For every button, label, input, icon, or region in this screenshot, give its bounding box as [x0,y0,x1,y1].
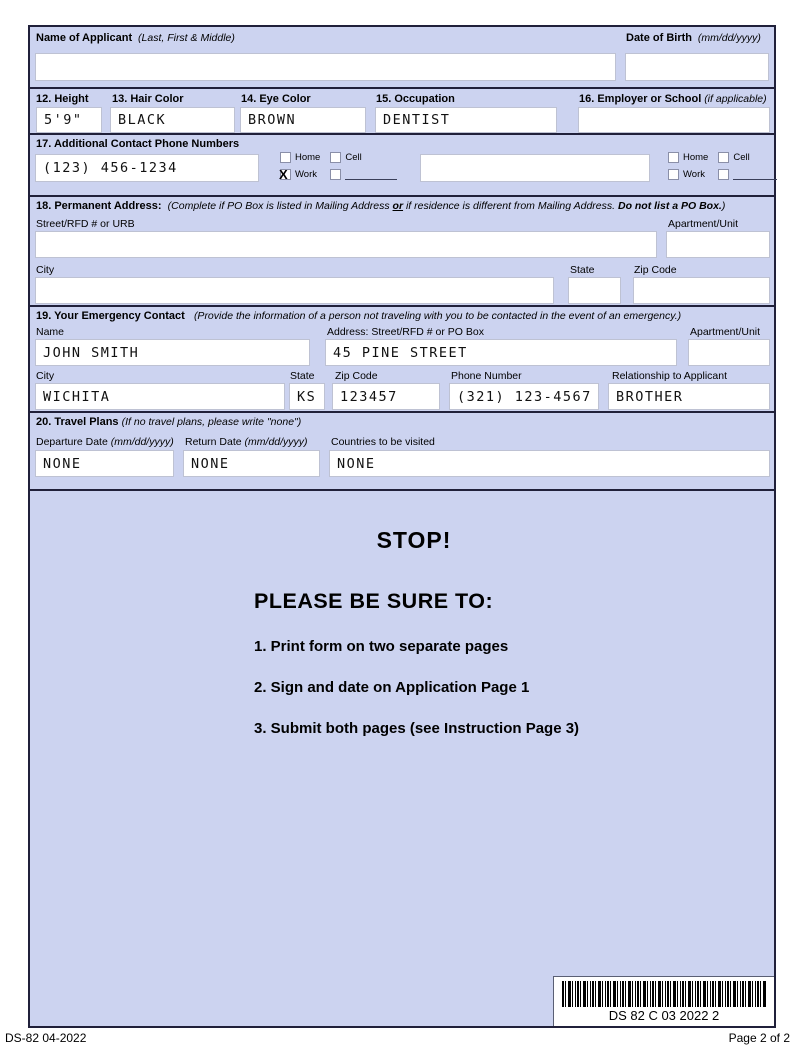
departure-date-input[interactable]: NONE [35,450,174,477]
perm-state-label: State [570,264,595,276]
perm-zip-input[interactable] [633,277,770,304]
ec-state-input[interactable]: KS [289,383,325,410]
perm-city-label: City [36,264,55,276]
page-number-footer: Page 2 of 2 [728,1031,790,1045]
perm-city-input[interactable] [35,277,554,304]
occupation-label: 15. Occupation [376,93,455,105]
height-input[interactable]: 5'9" [36,107,102,133]
return-date-input[interactable]: NONE [183,450,320,477]
form-number-footer: DS-82 04-2022 [5,1031,87,1045]
ec-name-input[interactable]: JOHN SMITH [35,339,310,366]
section-stop-notice [30,491,774,1026]
departure-date-label: Departure Date (mm/dd/yyyy) [36,436,174,448]
phone1-input[interactable]: (123) 456-1234 [35,154,259,182]
phone1-work-checkbox[interactable] [280,169,291,180]
phone2-other-write-in[interactable] [733,170,777,180]
phone1-other-write-in[interactable] [345,170,397,180]
section-physical-description [30,89,774,135]
phone2-work-checkbox[interactable] [668,169,679,180]
ec-zip-input[interactable]: 123457 [332,383,440,410]
ec-city-input[interactable]: WICHITA [35,383,285,410]
stop-item-1: 1. Print form on two separate pages [254,638,509,655]
stop-heading: PLEASE BE SURE TO: [254,589,494,613]
stop-title: STOP! [376,527,452,553]
perm-zip-label: Zip Code [634,264,677,276]
date-of-birth-label: Date of Birth (mm/dd/yyyy) [626,32,761,44]
section-20-travel-plans [30,413,774,491]
perm-apt-label: Apartment/Unit [668,218,739,230]
eye-color-input[interactable]: BROWN [240,107,366,133]
stop-item-3: 3. Submit both pages (see Instruction Page 3) [254,720,580,737]
stop-block [254,527,580,737]
ec-name-label: Name [36,326,65,338]
ec-relationship-input[interactable]: BROTHER [608,383,770,410]
hair-color-label: 13. Hair Color [112,93,184,105]
name-of-applicant-label: Name of Applicant (Last, First & Middle) [36,32,235,44]
barcode-image [562,981,767,1007]
ec-apt-input[interactable] [688,339,770,366]
ec-city-label: City [36,370,55,382]
section-17-title: 17. Additional Contact Phone Numbers [36,138,240,150]
phone1-work-label: Work [295,169,317,180]
perm-street-label: Street/RFD # or URB [36,218,135,230]
section-name-of-applicant [30,27,774,89]
phone1-cell-label: Cell [345,152,362,163]
occupation-input[interactable]: DENTIST [375,107,557,133]
date-of-birth-input[interactable] [625,53,769,81]
section-20-title: 20. Travel Plans (If no travel plans, please write "none") [36,416,302,428]
perm-apt-input[interactable] [666,231,770,258]
height-label: 12. Height [36,93,89,105]
return-date-label: Return Date (mm/dd/yyyy) [185,436,308,448]
phone2-type-group [668,152,777,180]
countries-label: Countries to be visited [331,436,435,448]
phone2-work-label: Work [683,169,705,180]
phone1-home-checkbox[interactable] [280,152,291,163]
section-17-phones [30,135,774,197]
ec-apt-label: Apartment/Unit [690,326,761,338]
ec-address-label: Address: Street/RFD # or PO Box [327,326,484,338]
perm-street-input[interactable] [35,231,657,258]
eye-color-label: 14. Eye Color [241,93,311,105]
stop-item-2: 2. Sign and date on Application Page 1 [254,679,530,696]
phone2-input[interactable] [420,154,650,182]
work-checkmark: X [279,167,288,182]
ec-zip-label: Zip Code [335,370,378,382]
barcode-box [553,976,774,1026]
ec-state-label: State [290,370,315,382]
ec-address-input[interactable]: 45 PINE STREET [325,339,677,366]
ec-relationship-label: Relationship to Applicant [612,370,727,382]
phone1-type-group [280,152,397,180]
ec-phone-input[interactable]: (321) 123-4567 [449,383,599,410]
section-19-title: 19. Your Emergency Contact (Provide the information of a person not traveling with you to be contacted in the event of an emergency.) [36,310,682,322]
perm-state-input[interactable] [568,277,621,304]
ds82-form-page2 [28,25,776,1028]
employer-input[interactable] [578,107,770,133]
section-18-permanent-address [30,197,774,307]
countries-input[interactable]: NONE [329,450,770,477]
phone2-cell-label: Cell [733,152,750,163]
phone2-cell-checkbox[interactable] [718,152,729,163]
ec-phone-label: Phone Number [451,370,522,382]
phone1-other-checkbox[interactable] [330,169,341,180]
barcode-text: DS 82 C 03 2022 2 [608,1008,720,1023]
section-19-emergency-contact [30,307,774,413]
name-of-applicant-input[interactable] [35,53,616,81]
section-18-title: 18. Permanent Address: (Complete if PO Box is listed in Mailing Address or if residence is different from Mailing Address. Do not list a PO Box.) [36,200,726,212]
phone2-other-checkbox[interactable] [718,169,729,180]
hair-color-input[interactable]: BLACK [110,107,235,133]
phone2-home-label: Home [683,152,709,163]
phone1-home-label: Home [295,152,321,163]
phone2-home-checkbox[interactable] [668,152,679,163]
phone1-cell-checkbox[interactable] [330,152,341,163]
employer-label: 16. Employer or School (if applicable) [579,93,767,105]
